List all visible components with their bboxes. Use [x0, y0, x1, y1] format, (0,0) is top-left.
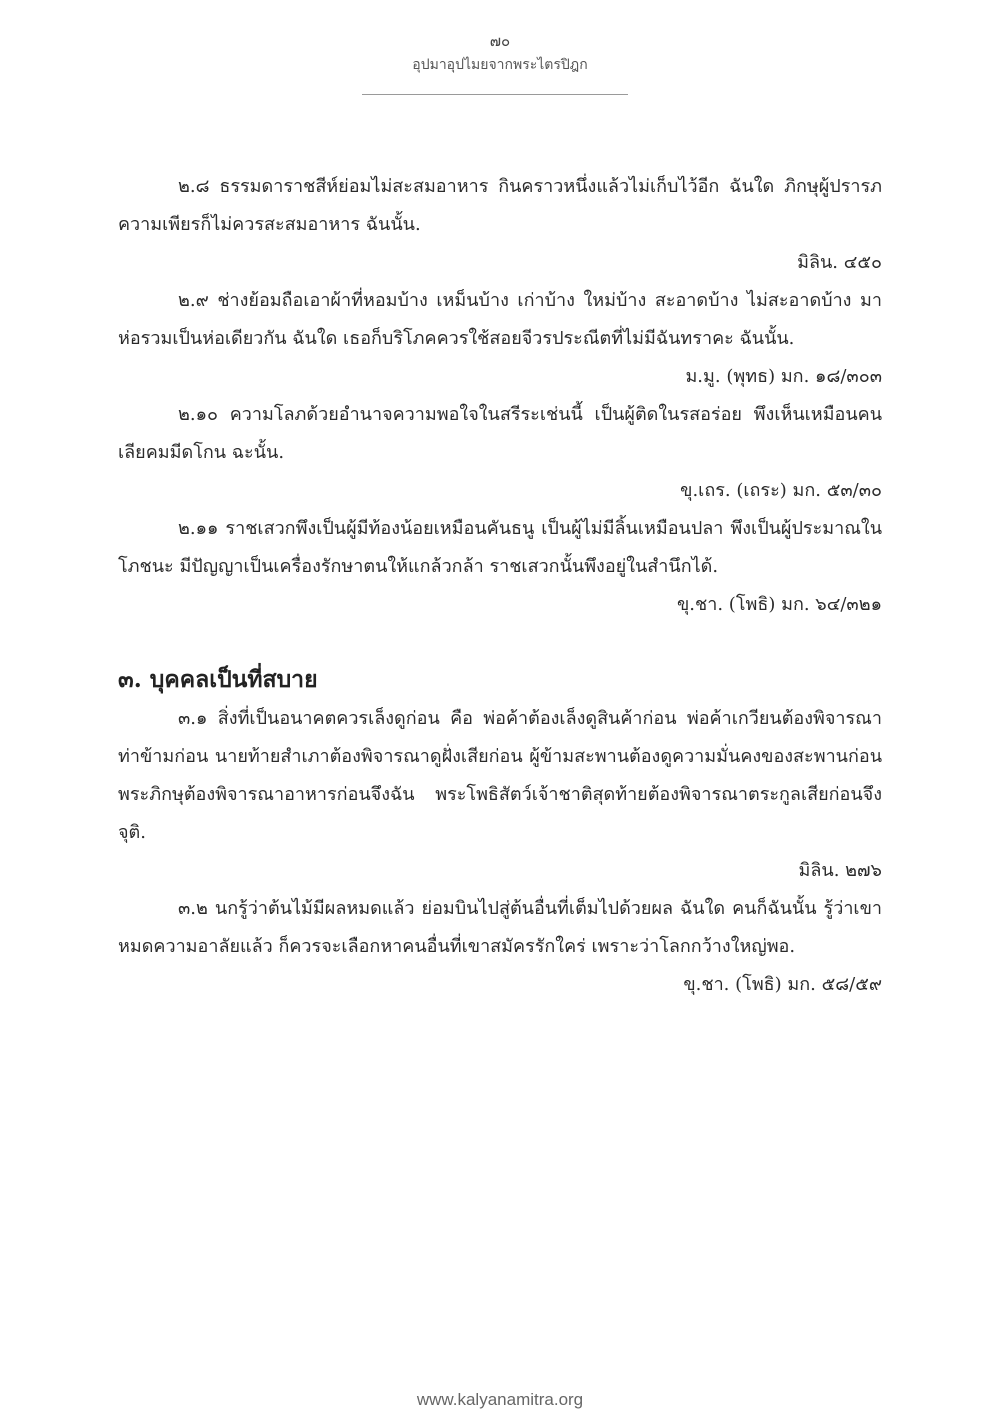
paragraph-3-1: ๓.๑ สิ่งที่เป็นอนาคตควรเล็งดูก่อน คือ พ่อค้าต้องเล็งดูสินค้าก่อน พ่อค้าเกวียนต้องพิจารณาท่าข้ามก่อน นายท้ายสำเภาต้องพิจารณาดูฝั่งเสียก่อน ผู้ข้ามสะพานต้องดูความมั่นคงของสะพานก่อน พระภิกษุต้องพิจารณาอาหารก่อนจึงฉัน พระโพธิสัตว์เจ้าชาติสุดท้ายต้องพิจารณาตระกูลเสียก่อนจึงจุติ.: [118, 708, 882, 843]
section-heading-3: ๓. บุคคลเป็นที่สบาย: [118, 666, 318, 693]
paragraph-2-9: ๒.๙ ช่างย้อมถือเอาผ้าที่หอมบ้าง เหม็นบ้าง เก่าบ้าง ใหม่บ้าง สะอาดบ้าง ไม่สะอาดบ้าง มาห่อรวมเป็นห่อเดียวกัน ฉันใด เธอก็บริโภคควรใช้สอยจีวรประณีตที่ไม่มีฉันทราคะ ฉันนั้น.: [118, 290, 882, 349]
paragraph-2-8: ๒.๘ ธรรมดาราชสีห์ย่อมไม่สะสมอาหาร กินคราวหนึ่งแล้วไม่เก็บไว้อีก ฉันใด ภิกษุผู้ปรารภความเพียรก็ไม่ควรสะสมอาหาร ฉันนั้น.: [118, 176, 882, 235]
page-header: [0, 32, 1000, 74]
reference-3-2: ขุ.ชา. (โพธิ) มก. ๕๘/๕๙: [683, 974, 882, 995]
book-title: อุปมาอุปไมยจากพระไตรปิฎก: [412, 57, 588, 73]
reference-2-10: ขุ.เถร. (เถระ) มก. ๕๓/๓๐: [680, 480, 882, 501]
paragraph-3-2: ๓.๒ นกรู้ว่าต้นไม้มีผลหมดแล้ว ย่อมบินไปสู่ต้นอื่นที่เต็มไปด้วยผล ฉันใด คนก็ฉันนั้น รู้ว่าเขาหมดความอาลัยแล้ว ก็ควรจะเลือกหาคนอื่นที่เขาสมัครรักใคร่ เพราะว่าโลกกว้างใหญ่พอ.: [118, 898, 882, 957]
header-divider: [362, 94, 628, 95]
paragraph-2-10: ๒.๑๐ ความโลภด้วยอำนาจความพอใจในสรีระเช่นนี้ เป็นผู้ติดในรสอร่อย พึงเห็นเหมือนคนเลียคมมีดโกน ฉะนั้น.: [118, 404, 882, 463]
footer-website: www.kalyanamitra.org: [416, 1390, 584, 1409]
reference-3-1: มิลิน. ๒๗๖: [798, 860, 882, 881]
page-number: ๗๐: [489, 32, 511, 50]
reference-2-11: ขุ.ชา. (โพธิ) มก. ๖๔/๓๒๑: [677, 594, 882, 615]
paragraph-2-11: ๒.๑๑ ราชเสวกพึงเป็นผู้มีท้องน้อยเหมือนคันธนู เป็นผู้ไม่มีลิ้นเหมือนปลา พึงเป็นผู้ประมาณในโภชนะ มีปัญญาเป็นเครื่องรักษาตนให้แกล้วกล้า ราชเสวกนั้นพึงอยู่ในสำนึกได้.: [118, 518, 882, 577]
reference-2-8: มิลิน. ๔๕๐: [797, 252, 882, 273]
reference-2-9: ม.มู. (พุทธ) มก. ๑๘/๓๐๓: [685, 366, 882, 387]
page-body: [118, 168, 882, 1004]
